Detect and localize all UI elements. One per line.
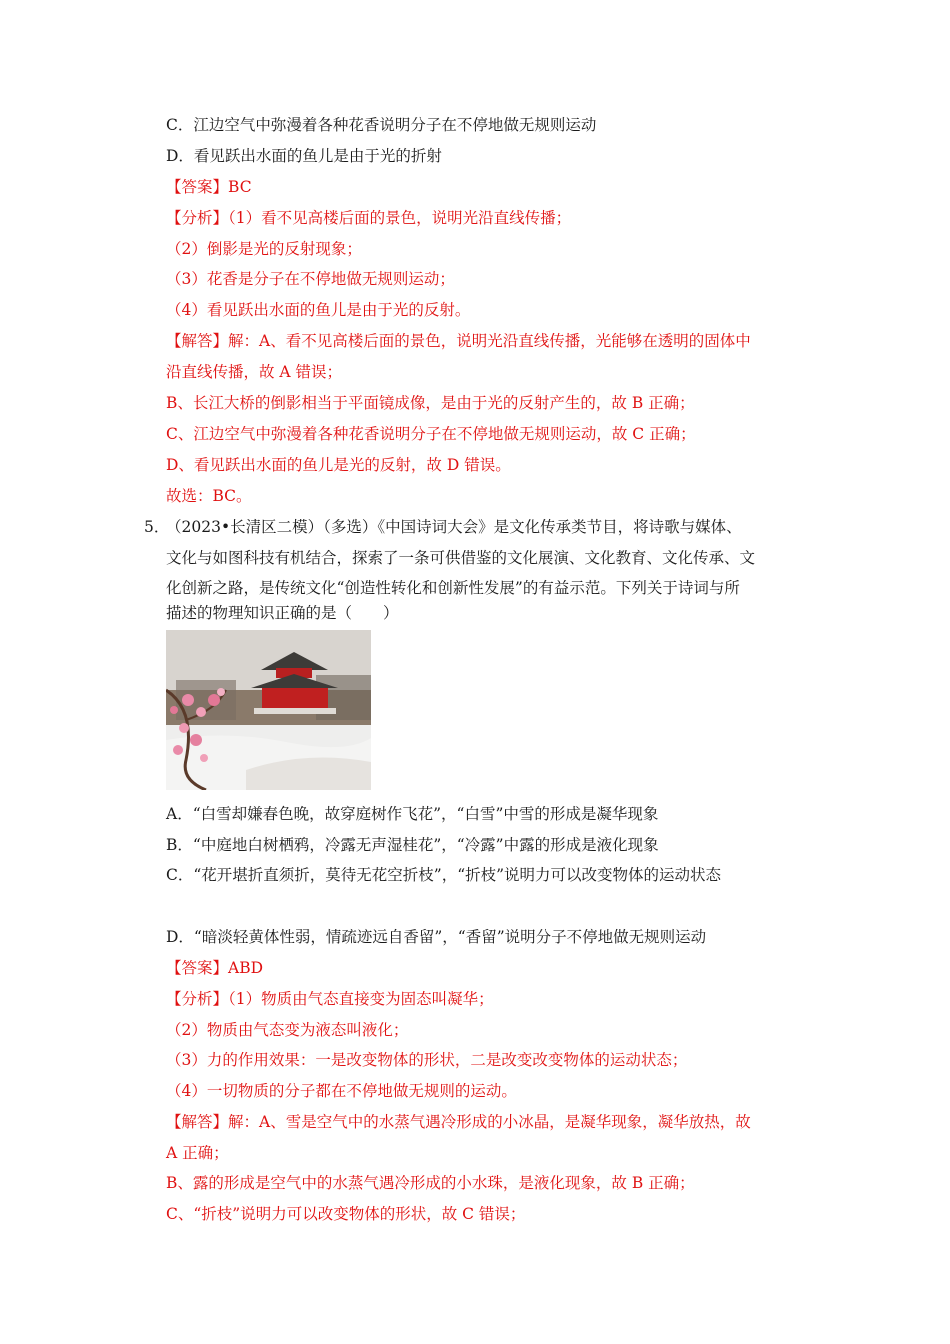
pavilion-snow-photo — [166, 630, 371, 790]
solution-text: 解：A、雪是空气中的水蒸气遇冷形成的小冰晶，是凝华现象，凝华放热，故 — [228, 1113, 751, 1131]
answer-tag: 【答案】 — [166, 178, 229, 196]
solution-text: 解：A、看不见高楼后面的景色，说明光沿直线传播，光能够在透明的固体中 — [228, 332, 751, 350]
analysis-text: （1）看不见高楼后面的景色，说明光沿直线传播； — [228, 209, 572, 227]
option-a: A．“白雪却嫌春色晚，故穿庭树作飞花”，“白雪”中雪的形成是凝华现象 — [166, 805, 659, 823]
analysis-tag: 【分析】 — [166, 209, 229, 227]
solution-tag: 【解答】 — [166, 1113, 229, 1131]
analysis-text: （4）看见跃出水面的鱼儿是由于光的反射。 — [166, 301, 471, 319]
q5-solution-line — [166, 1111, 751, 1133]
solution-text: D、看见跃出水面的鱼儿是光的反射，故 D 错误。 — [166, 456, 511, 474]
answer-value: ABD — [228, 959, 264, 977]
question-stem: 文化与如图科技有机结合，探索了一条可供借鉴的文化展演、文化教育、文化传承、文 — [166, 549, 756, 567]
analysis-text: （4）一切物质的分子都在不停地做无规则的运动。 — [166, 1082, 517, 1100]
analysis-text: （3）花香是分子在不停地做无规则运动； — [166, 270, 455, 288]
q4-option-d: D．看见跃出水面的鱼儿是由于光的折射 — [166, 147, 442, 165]
q5-analysis-line — [166, 988, 494, 1010]
question-stem: （2023•长清区二模）（多选）《中国诗词大会》是文化传承类节目，将诗歌与媒体、 — [166, 518, 742, 536]
q4-solution-line — [166, 330, 751, 352]
analysis-text: （3）力的作用效果：一是改变物体的形状，二是改变改变物体的运动状态； — [166, 1051, 688, 1069]
analysis-text: （2）倒影是光的反射现象； — [166, 240, 362, 258]
solution-text: B、露的形成是空气中的水蒸气遇冷形成的小水珠，是液化现象，故 B 正确； — [166, 1174, 695, 1192]
q4-option-c: C．江边空气中弥漫着各种花香说明分子在不停地做无规则运动 — [166, 116, 597, 134]
q5-answer — [166, 957, 263, 979]
answer-value: BC — [228, 178, 252, 196]
answer-tag: 【答案】 — [166, 959, 229, 977]
solution-text: 沿直线传播，故 A 错误； — [166, 363, 343, 381]
solution-text: 故选：BC。 — [166, 487, 252, 505]
analysis-text: （1）物质由气态直接变为固态叫凝华； — [228, 990, 494, 1008]
question-number: 5． — [144, 518, 170, 536]
q4-answer — [166, 176, 252, 198]
analysis-tag: 【分析】 — [166, 990, 229, 1008]
solution-tag: 【解答】 — [166, 332, 229, 350]
option-c: C．“花开堪折直须折，莫待无花空折枝”，“折枝”说明力可以改变物体的运动状态 — [166, 866, 722, 884]
question-stem: 描述的物理知识正确的是（ ） — [166, 604, 399, 622]
option-d: D．“暗淡轻黄体性弱，情疏迹远自香留”，“香留”说明分子不停地做无规则运动 — [166, 928, 707, 946]
option-b: B．“中庭地白树栖鸦，冷露无声湿桂花”，“冷露”中露的形成是液化现象 — [166, 836, 659, 854]
question-stem: 化创新之路，是传统文化“创造性转化和创新性发展”的有益示范。下列关于诗词与所 — [166, 579, 740, 597]
solution-text: C、“折枝”说明力可以改变物体的形状，故 C 错误； — [166, 1205, 526, 1223]
q4-analysis-line — [166, 207, 571, 229]
analysis-text: （2）物质由气态变为液态叫液化； — [166, 1021, 409, 1039]
solution-text: B、长江大桥的倒影相当于平面镜成像，是由于光的反射产生的，故 B 正确； — [166, 394, 695, 412]
solution-text: C、江边空气中弥漫着各种花香说明分子在不停地做无规则运动，故 C 正确； — [166, 425, 696, 443]
solution-text: A 正确； — [166, 1144, 229, 1162]
